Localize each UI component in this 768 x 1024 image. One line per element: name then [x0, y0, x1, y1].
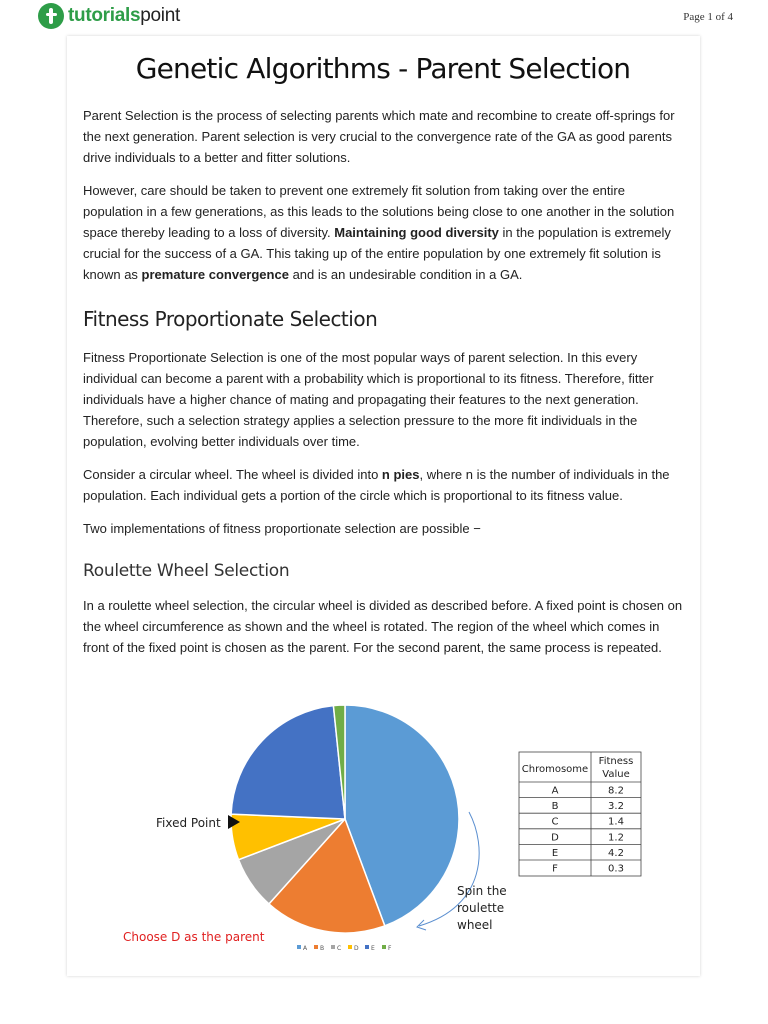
roulette-paragraph-1: In a roulette wheel selection, the circular wheel is divided as described before. A fixed point is chosen on the wheel circumference as shown and the wheel is rotated. The region of the wheel which comes in front of the fixed point is chosen as the parent. For the second parent, the same process is repeated. — [83, 598, 683, 655]
pie-chart — [231, 705, 459, 933]
pie-slice-e — [231, 706, 345, 819]
table-cell-chromosome-b: B — [551, 801, 559, 813]
spin-label-line1: Spin the — [457, 884, 507, 898]
logo-text — [68, 5, 180, 27]
legend-label-b: B — [320, 945, 325, 952]
table-cell-fitness-f: 0.3 — [608, 863, 624, 875]
legend-label-e: E — [371, 945, 375, 952]
table-header-chromosome: Chromosome — [521, 764, 589, 775]
table-cell-chromosome-e: E — [551, 847, 559, 859]
fixed-point-label: Fixed Point — [156, 816, 221, 830]
table-cell-fitness-d: 1.2 — [608, 832, 624, 844]
fitness-paragraph-1: Fitness Proportionate Selection is one of the most popular ways of parent selection. In this every individual can become a parent with a probability which is proportional to its fitness. Therefore, fitter individuals have a higher chance of mating and propagating their features to the next generation. Therefore, such a selection strategy applies a selection pressure to the more fit individuals in the population, evolving better individuals over time. — [83, 350, 654, 449]
table-cell-chromosome-c: C — [551, 816, 559, 828]
intro-p2-text-a: However, care should be taken to prevent one extremely fit solution from taking over the entire population in a few generations, as this leads to the solutions being close to one another in the solution space thereby leading to a loss of diversity. — [83, 183, 675, 240]
table-cell-fitness-a: 8.2 — [608, 785, 624, 797]
page-number: Page 1 of 4 — [683, 11, 733, 23]
roulette-figure — [67, 36, 700, 976]
legend-swatch-e — [365, 945, 369, 949]
spin-label-line2: roulette — [457, 901, 505, 915]
legend-label-d: D — [354, 945, 359, 952]
fitness-p2-text-a: Consider a circular wheel. The wheel is divided into — [83, 467, 382, 482]
fitness-table — [519, 752, 641, 876]
fitness-p2-text-c: , where n is the number of individuals in the population. Each individual gets a portion of the circle which is proportional to its fitness value. — [83, 467, 670, 503]
legend-label-a: A — [303, 945, 308, 952]
intro-p2-text-c: in the population is extremely crucial for the success of a GA. This taking up of the entire population by one extremely fit solution is known as — [83, 225, 671, 282]
intro-paragraph-1: Parent Selection is the process of selecting parents which mate and recombine to create off-springs for the next generation. Parent selection is very crucial to the convergence rate of the GA as good parents drive individuals to a better and fitter solutions. — [83, 108, 675, 165]
table-header-fitness-line1: Fitness — [598, 756, 634, 767]
premature-convergence-bold: premature convergence — [141, 267, 289, 282]
fitness-paragraph-3: Two implementations of fitness proportionate selection are possible − — [83, 521, 481, 536]
logo-text-part2: point — [140, 5, 180, 26]
intro-p2-text-e: and is an undesirable condition in a GA. — [288, 267, 523, 282]
page-title: Genetic Algorithms - Parent Selection — [135, 52, 631, 85]
article-card — [67, 36, 700, 976]
table-cell-fitness-b: 3.2 — [608, 801, 624, 813]
legend-label-c: C — [337, 945, 342, 952]
section-heading-fitness: Fitness Proportionate Selection — [83, 307, 378, 331]
spin-label-line3: wheel — [457, 918, 493, 932]
top-bar — [0, 0, 768, 36]
logo-text-part1: tutorials — [68, 5, 141, 26]
table-cell-chromosome-d: D — [551, 832, 559, 844]
maintaining-diversity-bold: Maintaining good diversity — [334, 225, 499, 240]
table-header-fitness-line2: Value — [602, 769, 630, 780]
n-pies-bold: n pies — [381, 467, 420, 482]
pie-legend — [297, 945, 392, 952]
table-cell-chromosome-f: F — [552, 863, 558, 875]
legend-swatch-c — [331, 945, 335, 949]
choose-parent-label: Choose D as the parent — [123, 930, 265, 944]
legend-swatch-f — [382, 945, 386, 949]
legend-swatch-b — [314, 945, 318, 949]
section-heading-roulette: Roulette Wheel Selection — [83, 561, 290, 581]
legend-label-f: F — [388, 945, 392, 952]
table-cell-fitness-c: 1.4 — [608, 816, 624, 828]
logo-icon — [38, 3, 64, 29]
legend-swatch-a — [297, 945, 301, 949]
legend-swatch-d — [348, 945, 352, 949]
table-cell-chromosome-a: A — [551, 785, 559, 797]
tutorialspoint-logo[interactable] — [38, 3, 180, 29]
table-cell-fitness-e: 4.2 — [608, 847, 624, 859]
